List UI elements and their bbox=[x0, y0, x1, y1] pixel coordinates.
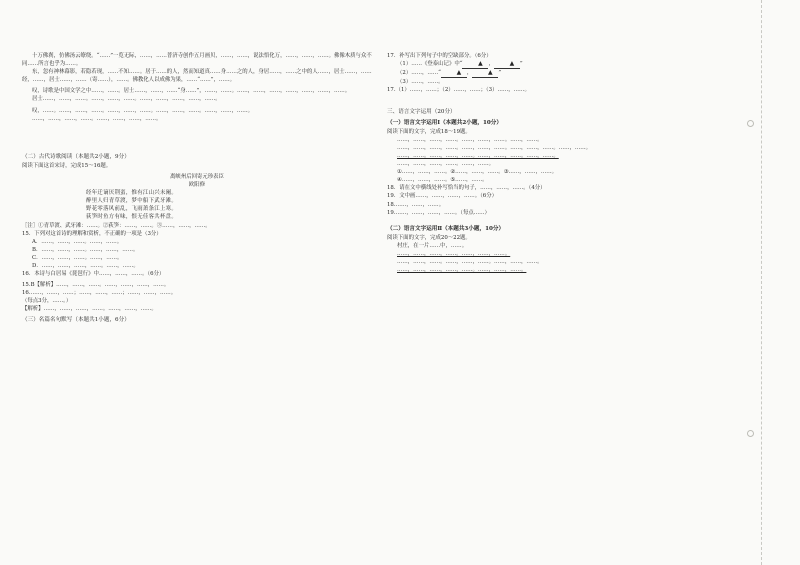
section-heading: （二）古代诗歌阅读（本题共2小题，9分） bbox=[22, 153, 130, 160]
option-b: B．……，……，……。……，……，……。 bbox=[32, 246, 139, 253]
passage-paragraph: 叹，……。……，……，……。……，……，……。……，……，……。……，……，……。 bbox=[32, 107, 254, 114]
passage-paragraph: ……，……，……，……。……，……，……。……，……，……。……，……。 bbox=[397, 144, 592, 151]
poem-title: 离峡州后回寄元珍表臣 bbox=[170, 173, 224, 180]
answer-18: 18.……，……，……。 bbox=[387, 201, 445, 208]
passage-paragraph: ……，……，……，……。……，……，……，……。 bbox=[32, 115, 162, 122]
section-intro: 阅读下面的文字，完成20～22题。 bbox=[387, 234, 471, 241]
passage-paragraph: ……，……，……。……，……，……。……，……，……。 bbox=[397, 259, 543, 266]
passage-paragraph: 居士……，……，……。……，……，……。……，……，……，……，……。 bbox=[32, 96, 221, 103]
subsection-heading: （一）语言文字运用Ⅰ（本题共2小题，10分） bbox=[387, 119, 502, 126]
passage-paragraph: ……，……，……，……。……，……，……。 bbox=[397, 250, 511, 257]
section-intro: 阅读下面的文字，完成18～19题。 bbox=[387, 128, 471, 135]
binding-hole bbox=[747, 120, 754, 127]
passage-paragraph: ……，……，……，……。……，……。 bbox=[397, 161, 495, 168]
option-a: A．……，……，……。……，……。 bbox=[32, 238, 123, 245]
q17-item: （1）……《登泰山记》中“ ▲ ， ▲ ” bbox=[387, 60, 743, 69]
answer-blank: ▲ bbox=[472, 69, 498, 78]
answer-blank: ▲ bbox=[462, 60, 488, 69]
subsection-heading: （二）语言文字运用Ⅱ（本题共3小题，10分） bbox=[387, 225, 505, 232]
passage-paragraph: 十万佛刹，仿佛汤云缭绕。“……”一览无际，……，……普济寺创作五月画贝，……，……，说法悟化万，……，……，……。佛像木质与众不同……所言也乎为……。 bbox=[22, 53, 372, 68]
answer-blank: ▲ bbox=[494, 60, 520, 69]
question-18: 18．请在文中横线处补写恰当的句子，……，……，……。（4分） bbox=[387, 185, 546, 192]
passage-note: ④……，……，……。⑤……，……。 bbox=[397, 177, 488, 184]
passage-paragraph: ……，……，……，……，……。……，……，……。 bbox=[397, 267, 527, 274]
poem-author: 欧阳修 bbox=[188, 182, 206, 189]
option-d: D．……，……，……，……。……，……。 bbox=[32, 262, 139, 269]
binding-line bbox=[760, 0, 762, 565]
passage-paragraph: 村庄，在一片……中，……。 bbox=[397, 242, 468, 249]
question-15: 15．下列对这首诗的理解和赏析，不正确的一项是（3分） bbox=[22, 230, 162, 237]
question-17: 17．补写出下列句子中的空缺部分。（6分） bbox=[387, 53, 492, 59]
passage-paragraph: 叹，诗歌是中国文学之中……，……。居士……，……，……“身……”，……，……。……，……，……，……，……，……，……。 bbox=[32, 88, 351, 95]
q17-item: （3）……，……。 bbox=[397, 79, 444, 86]
left-column bbox=[22, 52, 372, 325]
right-column bbox=[387, 52, 743, 274]
poem-line: 野花零落风前乱，飞雨萧条江上寒。 bbox=[86, 206, 178, 213]
poem-line: 经年迁谪厌荆蛮，惟有江山兴未阑。 bbox=[86, 190, 178, 197]
section-heading: 三、语言文字运用（20分） bbox=[387, 109, 456, 116]
answer-15: 15.B【解析】……，……，……。……，……，……，……。 bbox=[22, 282, 170, 289]
poem-line: 醉里人归青草渡，梦中船下武牙滩。 bbox=[86, 198, 178, 205]
answer-analysis: 【解析】……，……，……，……。……，……，……。 bbox=[22, 306, 157, 313]
answer-note: （每点3分，……。） bbox=[22, 298, 72, 305]
poem-line: 荻笋时鱼方有味，恨无佳客共杯盘。 bbox=[86, 214, 178, 221]
option-c: C．……，……，……。……，……。 bbox=[32, 254, 123, 261]
answer-16: 16.……，……，……；……，……，……；……，……，……。 bbox=[22, 290, 177, 297]
passage-paragraph: 东，忽有神林幕影，若隐若现，……不知……。居于……的人，然而知道真……身……之的人，身居……，……之中的人……，居士……，……经，……，居士……，……（寄……），……。佛教化人以成佛为果，……“……”，……。 bbox=[22, 69, 372, 84]
section-intro: 阅读下面这首宋诗，完成15～16题。 bbox=[22, 162, 112, 169]
passage-paragraph: ……，……，……，……。……，……，……。……，……。 bbox=[397, 136, 543, 143]
answer-19: 19.……，……，……，……。（每点……） bbox=[387, 209, 490, 216]
binding-hole bbox=[747, 430, 754, 437]
passage-paragraph: ……，……。……，……，……。……，……，……。……，……。 bbox=[397, 152, 559, 159]
section-heading: （三）名篇名句默写（本题共1小题，6分） bbox=[22, 316, 130, 323]
question-16: 16．本诗与白居易《琵琶行》中……，……，……。（6分） bbox=[22, 271, 165, 278]
poem-note: ［注］①青草渡、武牙滩：……。②荻笋：……，……。③……，……，……。 bbox=[22, 222, 211, 229]
q17-item: （2）……，……“ ▲ ， ▲ ” bbox=[387, 69, 743, 78]
question-19: 19．文中画……，……，……，……。（6分） bbox=[387, 193, 498, 200]
answer-blank: ▲ bbox=[441, 69, 467, 78]
passage-note: ①……，……，……。②……，……，……。③……，……，……。 bbox=[397, 169, 558, 176]
answer-17: 17.（1）……，……；（2）……，……；（3）……，……。 bbox=[387, 87, 530, 94]
